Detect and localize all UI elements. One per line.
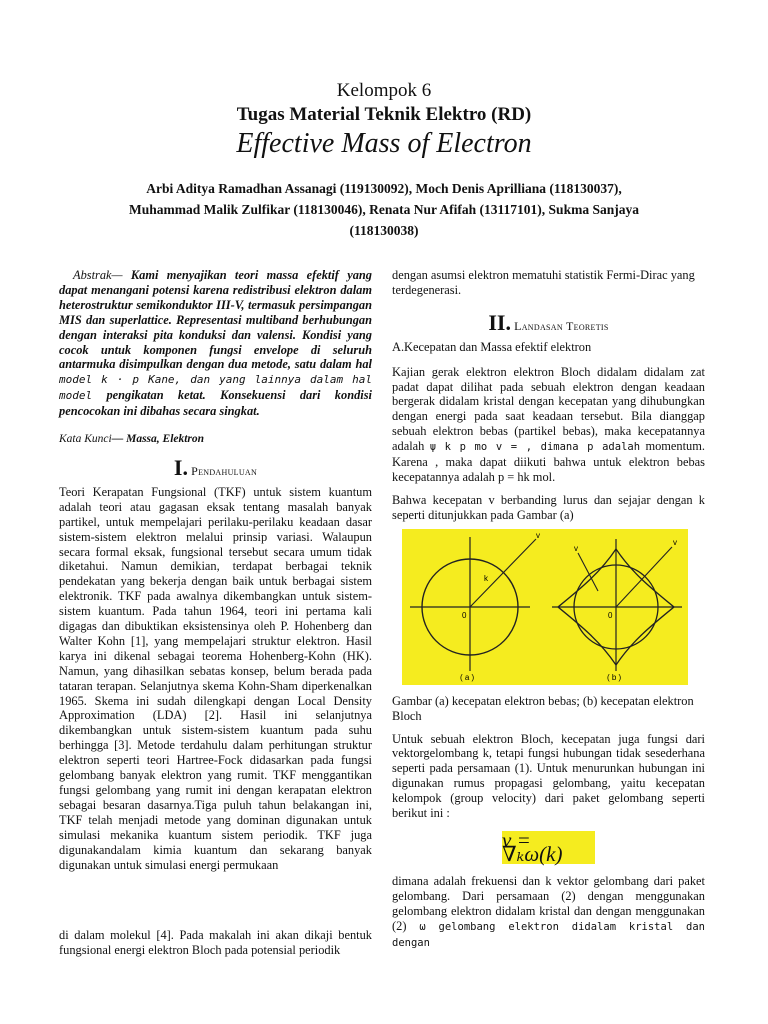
section-2-heading bbox=[392, 309, 705, 335]
section-2-title: Landasan Teoretis bbox=[514, 318, 609, 333]
para1-text-a: Kajian gerak elektron elektron Bloch didalam didalam zat padat dapat dilihat pada sebuah elektron dengan keadaan bergerak didalam kristal dengan kecepatan yang dihubungkan dengan energi pada saat keadaan tersebut. Bila dianggap sebuah elektron bebas (partikel bebas), maka kecepatannya adalah bbox=[392, 364, 705, 454]
label-v-a: v bbox=[536, 530, 540, 540]
figure-caption: Gambar (a) kecepatan elektron bebas; (b) kecepatan elektron Bloch bbox=[392, 693, 694, 723]
right-top-text: dengan asumsi elektron mematuhi statistik Fermi-Dirac yang terdegenerasi. bbox=[392, 268, 695, 297]
author-list: Arbi Aditya Ramadhan Assanagi (119130092), Moch Denis Aprilliana (118130037), Muhammad Malik Zulfikar (118130046), Renata Nur Afifah (13117101), Sukma Sanjaya (118130038) bbox=[129, 181, 639, 238]
section-2-paragraph-2: Bahwa kecepatan v berbanding lurus dan sejajar dengan k seperti ditunjukkan pada Gambar (a) bbox=[392, 492, 705, 522]
subsection-heading: A.Kecepatan dan Massa efektif elektron bbox=[392, 339, 592, 354]
group-name: Kelompok 6 bbox=[336, 80, 432, 101]
right-column bbox=[392, 268, 705, 950]
abstract bbox=[59, 268, 372, 419]
keywords-label: Kata Kunci bbox=[59, 433, 112, 446]
abstract-text-2: pengikatan ketat. Konsekuensi dari kondisi pencocokan ini dibahas secara singkat. bbox=[59, 388, 372, 419]
section-1-title: Pendahuluan bbox=[191, 463, 258, 478]
label-v-b: v bbox=[673, 537, 677, 547]
abstract-label: Abstrak— bbox=[73, 268, 123, 282]
left-column bbox=[59, 268, 372, 872]
section-2-paragraph-4 bbox=[392, 874, 705, 951]
para1-text-b: momentum. Karena , maka dapat diikuti bahwa untuk elektron bebas kecepatannya adalah p = hk mol. bbox=[392, 439, 705, 484]
course-title: Tugas Material Teknik Elektro (RD) bbox=[236, 104, 532, 125]
section-1-continued: di dalam molekul [4]. Pada makalah ini akan dikaji bentuk fungsional energi elektron Bloch pada potensial periodik bbox=[59, 928, 372, 957]
label-o-a: 0 bbox=[462, 610, 467, 620]
section-1-number: I. bbox=[173, 454, 188, 480]
abstract-mono-text: model k · p Kane, dan yang lainnya dalam hal model bbox=[59, 373, 372, 403]
para1-mono: ψ k p mo v = , dimana p adalah bbox=[429, 441, 641, 454]
label-o-b: 0 bbox=[608, 610, 613, 620]
label-v-b2: v bbox=[574, 543, 578, 553]
paper-title: Effective Mass of Electron bbox=[236, 128, 532, 159]
para4-text: dimana adalah frekuensi dan k vektor gelombang dari paket gelombang. Dari persamaan (2) dengan menggunakan gelombang elektron didalam kristal dan dengan menggunakan (2) bbox=[392, 873, 705, 933]
abstract-text-1: Kami menyajikan teori massa efektif yang dapat menangani potensi karena redistribusi elektron dalam heterostruktur semikonduktor III-V, termasuk persimpangan MIS dan superlattice. Representasi multiband berhubungan dengan interaksi pita konduksi dan valensi. Kondisi yang cocok untuk komponen fungsi envelope di seluruh antarmuka disimpulkan dengan dua metode, satu dalam hal bbox=[59, 268, 372, 372]
label-b: ( b ) bbox=[607, 672, 622, 682]
section-2-paragraph-3: Untuk sebuah elektron Bloch, kecepatan juga fungsi dari vektorgelombang k, tetapi fungsi hubungan tidak sesederhana seperti pada persamaan (1). Untuk menurunkan hubungan ini digunakan rumus propagasi gelombang, yaitu kecepatan kelompok (group velocity) dari paket gelombang seperti berikut ini : bbox=[392, 731, 705, 821]
section-2-paragraph-1 bbox=[392, 365, 705, 485]
section-1-heading bbox=[59, 454, 372, 480]
velocity-vector-a bbox=[470, 539, 536, 607]
group-velocity-equation: v = ∇ₖω(k) bbox=[502, 831, 595, 864]
section-2-number: II. bbox=[488, 309, 511, 335]
keywords bbox=[59, 432, 372, 447]
velocity-figure bbox=[402, 529, 688, 685]
para4-mono: ω gelombang elektron didalam kristal dan dengan bbox=[392, 920, 705, 949]
section-1-body: Teori Kerapatan Fungsional (TKF) untuk sistem kuantum adalah teori atau gagasan eksak tentang masalah banyak partikel, untuk mempelajari perilaku-perilaku keadaan dasar sistem-sistem elektron melalui prinsip variasi. Walaupun secara formal eksak, fungsional tersebut secara umum tidak diketahui. Namun demikian, terdapat berbagai teknik pendekatan yang bekerja dengan baik untuk berbagai sistem elektronik. TKF pada awalnya dikembangkan untuk sistem-sistem kuantum. Pada tahun 1964, teori ini pertama kali digagas dan dibuktikan eksistensinya oleh P. Hohenberg dan Walter Kohn [1], yang mempelajari struktur elektron. Hasil karya ini dikenal sebagai teorema Hohenberg-Kohn (HK). Namun, yang dihasilkan sebatas konsep, belum berada pada tataran terapan. Selanjutnya skema Kohn-Sham diperkenalkan 1965. Skema ini sudah dilengkapi dengan Local Density Approximation (LDA) [2]. Hasil ini selanjutnya dikembangkan untuk sistem-sistem kuantum pada suhu berhingga [3]. Metode terdahulu dalam perhitungan struktur elektron seperti teori Hartree-Fock didasarkan pada fungsi gelombang banyak elektron yang rumit. TKF menggantikan fungsi gelombang yang rumit ini dengan kerapatan elektron sebagai besaran dasarnya.Tiga puluh tahun belakangan ini, TKF telah menjadi metode yang dominan digunakan untuk simulasi mekanika kuantum sistem periodik. TKF juga digunakandalam kimia kuantum dan sekarang banyak digunakan untuk simulasi energi permukaan bbox=[59, 484, 372, 872]
velocity-diagram bbox=[402, 529, 688, 685]
label-a: ( a ) bbox=[460, 672, 475, 682]
label-k-a: k bbox=[484, 573, 488, 583]
velocity-vector-b2 bbox=[578, 553, 598, 591]
keywords-text: — Massa, Elektron bbox=[111, 433, 205, 446]
